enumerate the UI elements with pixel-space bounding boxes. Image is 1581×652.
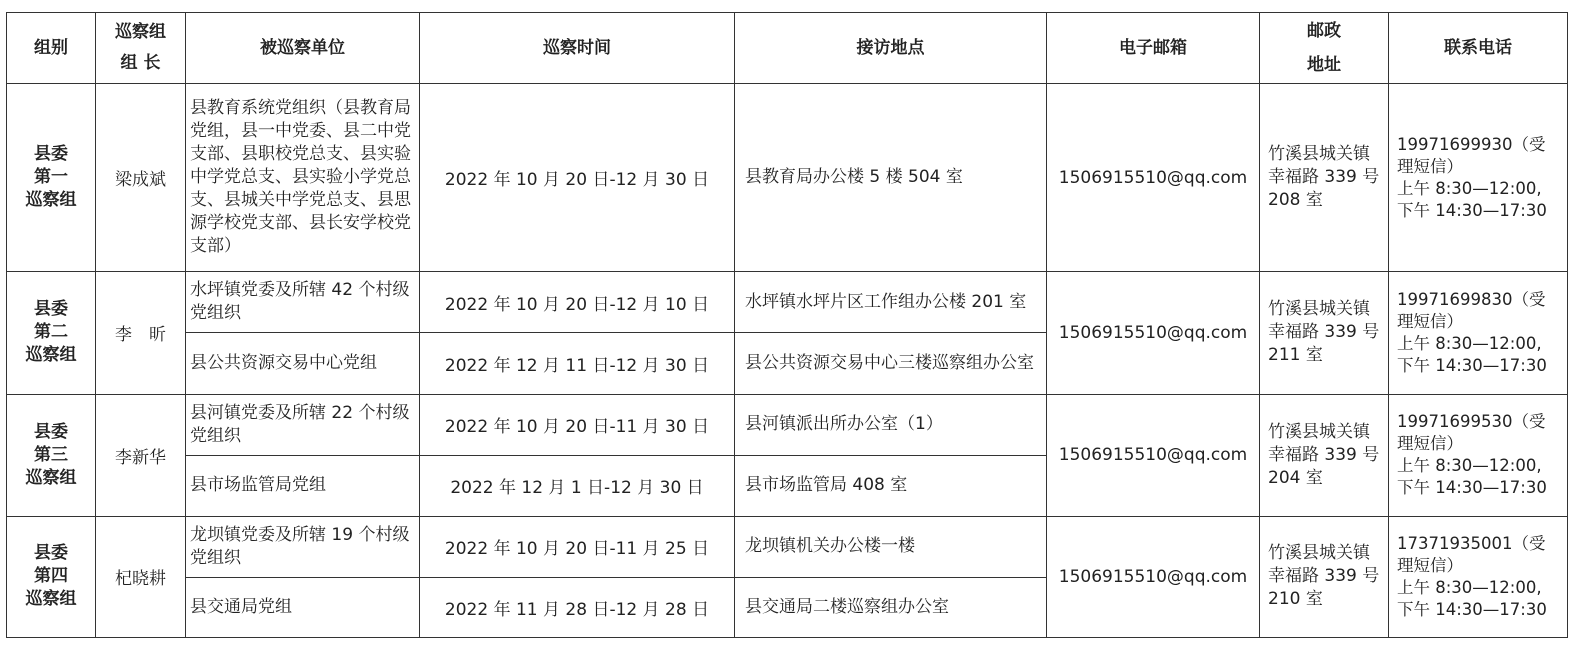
group-name-cell: [7, 84, 96, 272]
group-name-cell: [7, 516, 96, 637]
group-name-line2: 第三: [34, 444, 68, 465]
header-group: 组别: [7, 13, 96, 84]
group-name-cell: [7, 272, 96, 394]
inspected-unit-cell: 县教育系统党组织（县教育局党组，县一中党委、县二中党支部、县职校党总支、县实验中学党总支、县实验小学党总支、县城关中学党总支、县思源学校党支部、县长安学校党支部）: [186, 84, 420, 272]
header-tel: 联系电话: [1389, 13, 1568, 84]
reception-place-cell: 县公共资源交易中心三楼巡察组办公室: [735, 333, 1047, 394]
reception-place-cell: 龙坝镇机关办公楼一楼: [735, 516, 1047, 577]
group-name-line3: 巡察组: [25, 467, 77, 488]
postal-address-cell: 竹溪县城关镇幸福路 339 号 210 室: [1260, 516, 1389, 637]
phone-line1: 19971699930（受理短信）: [1397, 134, 1546, 176]
phone-line2: 上午 8:30—12:00,: [1397, 178, 1542, 198]
inspection-time-cell: 2022 年 12 月 1 日-12 月 30 日: [420, 455, 735, 516]
phone-cell: [1389, 84, 1568, 272]
inspected-unit-cell: 龙坝镇党委及所辖 19 个村级党组织: [186, 516, 420, 577]
inspected-unit-cell: 县河镇党委及所辖 22 个村级党组织: [186, 394, 420, 455]
reception-place-cell: 县教育局办公楼 5 楼 504 室: [735, 84, 1047, 272]
phone-cell: [1389, 516, 1568, 637]
group-name-line3: 巡察组: [25, 190, 77, 211]
header-leader: [96, 13, 186, 84]
group-name-line2: 第二: [34, 322, 68, 343]
email-cell: 1506915510@qq.com: [1047, 394, 1260, 516]
table-row: [7, 516, 1568, 577]
table-row: [7, 272, 1568, 333]
reception-place-cell: 水坪镇水坪片区工作组办公楼 201 室: [735, 272, 1047, 333]
header-leader-line1: 巡察组: [115, 22, 166, 42]
header-email: 电子邮箱: [1047, 13, 1260, 84]
leader-name-cell: 李新华: [96, 394, 186, 516]
group-name-cell: [7, 394, 96, 516]
inspection-time-cell: 2022 年 10 月 20 日-11 月 30 日: [420, 394, 735, 455]
phone-line2: 上午 8:30—12:00,: [1397, 577, 1542, 597]
phone-line3: 下午 14:30—17:30: [1397, 200, 1547, 220]
leader-name-cell: 杞晓耕: [96, 516, 186, 637]
header-unit: 被巡察单位: [186, 13, 420, 84]
email-cell: 1506915510@qq.com: [1047, 84, 1260, 272]
inspection-time-cell: 2022 年 10 月 20 日-12 月 30 日: [420, 84, 735, 272]
inspected-unit-cell: 县市场监管局党组: [186, 455, 420, 516]
inspected-unit-cell: 水坪镇党委及所辖 42 个村级党组织: [186, 272, 420, 333]
leader-name-cell: 李 昕: [96, 272, 186, 394]
header-row: [7, 13, 1568, 84]
phone-line3: 下午 14:30—17:30: [1397, 355, 1547, 375]
phone-cell: [1389, 394, 1568, 516]
inspected-unit-cell: 县交通局党组: [186, 577, 420, 637]
phone-line3: 下午 14:30—17:30: [1397, 478, 1547, 498]
inspection-time-cell: 2022 年 10 月 20 日-12 月 10 日: [420, 272, 735, 333]
postal-address-cell: 竹溪县城关镇幸福路 339 号 211 室: [1260, 272, 1389, 394]
group-name-line1: 县委: [34, 421, 68, 442]
group-name-line3: 巡察组: [25, 589, 77, 610]
phone-line1: 19971699530（受理短信）: [1397, 412, 1546, 454]
table-row: [7, 84, 1568, 272]
header-post-line2: 地址: [1307, 55, 1341, 75]
phone-line2: 上午 8:30—12:00,: [1397, 456, 1542, 476]
postal-address-cell: 竹溪县城关镇幸福路 339 号 204 室: [1260, 394, 1389, 516]
phone-line2: 上午 8:30—12:00,: [1397, 333, 1542, 353]
inspection-time-cell: 2022 年 11 月 28 日-12 月 28 日: [420, 577, 735, 637]
postal-address-cell: 竹溪县城关镇幸福路 339 号 208 室: [1260, 84, 1389, 272]
group-name-line1: 县委: [34, 543, 68, 564]
header-place: 接访地点: [735, 13, 1047, 84]
phone-cell: [1389, 272, 1568, 394]
phone-line3: 下午 14:30—17:30: [1397, 599, 1547, 619]
header-time: 巡察时间: [420, 13, 735, 84]
reception-place-cell: 县市场监管局 408 室: [735, 455, 1047, 516]
header-leader-line2: 组 长: [120, 53, 161, 73]
phone-line1: 17371935001（受理短信）: [1397, 533, 1546, 575]
leader-name-cell: 梁成斌: [96, 84, 186, 272]
group-name-line1: 县委: [34, 299, 68, 320]
group-name-line3: 巡察组: [25, 345, 77, 366]
reception-place-cell: 县交通局二楼巡察组办公室: [735, 577, 1047, 637]
inspected-unit-cell: 县公共资源交易中心党组: [186, 333, 420, 394]
table-row: [7, 394, 1568, 455]
email-cell: 1506915510@qq.com: [1047, 516, 1260, 637]
header-post-line1: 邮政: [1307, 21, 1341, 41]
group-name-line2: 第一: [34, 167, 68, 188]
group-name-line2: 第四: [34, 566, 68, 587]
group-name-line1: 县委: [34, 144, 68, 165]
header-post: [1260, 13, 1389, 84]
email-cell: 1506915510@qq.com: [1047, 272, 1260, 394]
reception-place-cell: 县河镇派出所办公室（1）: [735, 394, 1047, 455]
inspection-schedule-table: [6, 12, 1568, 638]
inspection-time-cell: 2022 年 10 月 20 日-11 月 25 日: [420, 516, 735, 577]
phone-line1: 19971699830（受理短信）: [1397, 289, 1546, 331]
inspection-time-cell: 2022 年 12 月 11 日-12 月 30 日: [420, 333, 735, 394]
table-body: [7, 84, 1568, 638]
